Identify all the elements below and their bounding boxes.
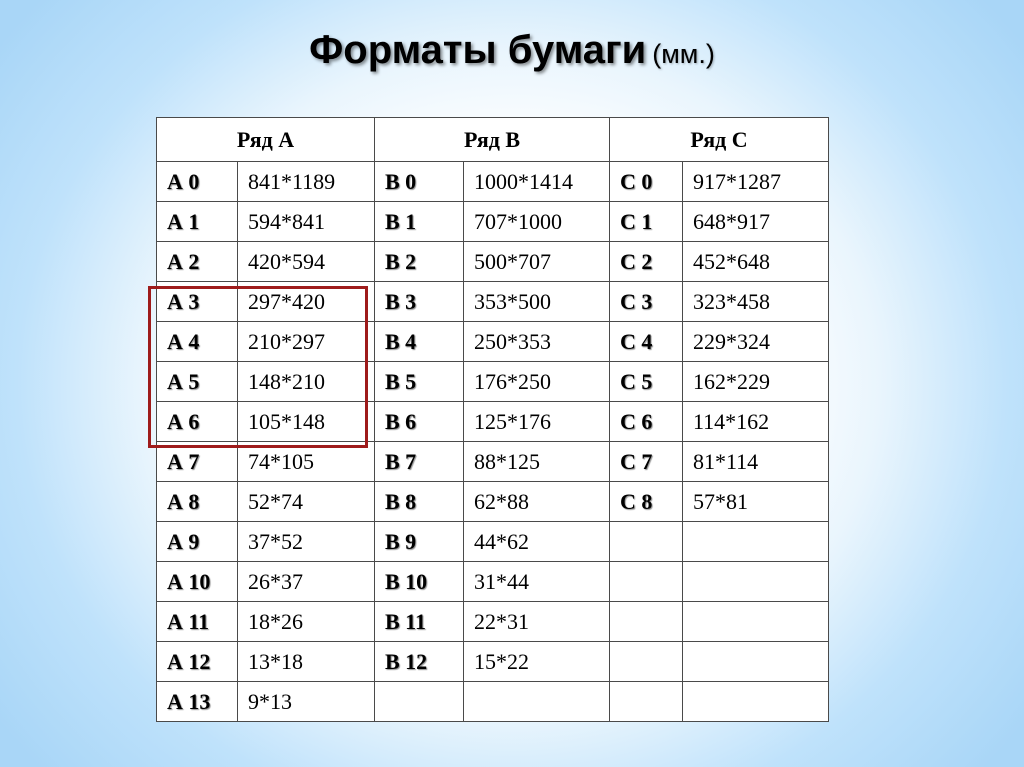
series-c-label: С 4 bbox=[610, 322, 683, 362]
series-a-label: А 3 bbox=[157, 282, 238, 322]
series-a-label: А 2 bbox=[157, 242, 238, 282]
series-c-label: С 6 bbox=[610, 402, 683, 442]
series-c-label bbox=[610, 562, 683, 602]
series-a-size: 37*52 bbox=[238, 522, 375, 562]
series-c-size: 917*1287 bbox=[683, 162, 829, 202]
series-b-size: 44*62 bbox=[464, 522, 610, 562]
series-c-size bbox=[683, 562, 829, 602]
series-b-size: 31*44 bbox=[464, 562, 610, 602]
series-b-size: 500*707 bbox=[464, 242, 610, 282]
table-row bbox=[157, 202, 829, 242]
series-b-label: В 12 bbox=[375, 642, 464, 682]
title-unit: (мм.) bbox=[652, 39, 715, 69]
series-a-size: 13*18 bbox=[238, 642, 375, 682]
series-c-label: С 3 bbox=[610, 282, 683, 322]
series-c-label: С 0 bbox=[610, 162, 683, 202]
series-c-size bbox=[683, 602, 829, 642]
series-a-size: 26*37 bbox=[238, 562, 375, 602]
series-b-label: В 9 bbox=[375, 522, 464, 562]
series-b-label: В 6 bbox=[375, 402, 464, 442]
series-b-size: 176*250 bbox=[464, 362, 610, 402]
series-c-size: 114*162 bbox=[683, 402, 829, 442]
series-a-label: А 7 bbox=[157, 442, 238, 482]
series-b-size: 62*88 bbox=[464, 482, 610, 522]
series-b-size: 15*22 bbox=[464, 642, 610, 682]
title-main: Форматы бумаги bbox=[309, 28, 647, 72]
series-c-label: С 7 bbox=[610, 442, 683, 482]
table-row bbox=[157, 362, 829, 402]
table-row bbox=[157, 682, 829, 722]
series-b-label: В 5 bbox=[375, 362, 464, 402]
header-series-b: Ряд В bbox=[375, 118, 610, 162]
series-b-label: В 10 bbox=[375, 562, 464, 602]
series-a-size: 9*13 bbox=[238, 682, 375, 722]
series-a-label: А 11 bbox=[157, 602, 238, 642]
series-a-size: 210*297 bbox=[238, 322, 375, 362]
series-c-size: 452*648 bbox=[683, 242, 829, 282]
series-a-label: А 8 bbox=[157, 482, 238, 522]
series-a-size: 18*26 bbox=[238, 602, 375, 642]
series-a-label: А 5 bbox=[157, 362, 238, 402]
series-a-size: 148*210 bbox=[238, 362, 375, 402]
series-c-label: С 8 bbox=[610, 482, 683, 522]
series-c-size: 162*229 bbox=[683, 362, 829, 402]
series-b-label: В 3 bbox=[375, 282, 464, 322]
table-row bbox=[157, 442, 829, 482]
series-a-label: А 1 bbox=[157, 202, 238, 242]
series-b-label: В 7 bbox=[375, 442, 464, 482]
series-a-label: А 10 bbox=[157, 562, 238, 602]
series-c-size: 648*917 bbox=[683, 202, 829, 242]
series-a-label: А 13 bbox=[157, 682, 238, 722]
series-b-label: В 0 bbox=[375, 162, 464, 202]
table-row bbox=[157, 322, 829, 362]
series-c-size bbox=[683, 642, 829, 682]
table-row bbox=[157, 642, 829, 682]
series-b-label: В 2 bbox=[375, 242, 464, 282]
series-c-size bbox=[683, 522, 829, 562]
series-b-size: 125*176 bbox=[464, 402, 610, 442]
table-header-row bbox=[157, 118, 829, 162]
series-c-label: С 2 bbox=[610, 242, 683, 282]
series-a-size: 841*1189 bbox=[238, 162, 375, 202]
series-b-size: 353*500 bbox=[464, 282, 610, 322]
series-a-label: А 0 bbox=[157, 162, 238, 202]
series-b-size bbox=[464, 682, 610, 722]
paper-formats-table bbox=[156, 117, 829, 722]
series-b-size: 707*1000 bbox=[464, 202, 610, 242]
series-b-label: В 11 bbox=[375, 602, 464, 642]
series-a-label: А 12 bbox=[157, 642, 238, 682]
series-b-size: 88*125 bbox=[464, 442, 610, 482]
series-b-label: В 4 bbox=[375, 322, 464, 362]
table-row bbox=[157, 602, 829, 642]
series-a-size: 52*74 bbox=[238, 482, 375, 522]
series-b-size: 1000*1414 bbox=[464, 162, 610, 202]
series-c-label bbox=[610, 642, 683, 682]
series-a-size: 74*105 bbox=[238, 442, 375, 482]
table-row bbox=[157, 402, 829, 442]
series-a-label: А 6 bbox=[157, 402, 238, 442]
table-row bbox=[157, 522, 829, 562]
table-row bbox=[157, 242, 829, 282]
series-a-size: 420*594 bbox=[238, 242, 375, 282]
series-a-size: 594*841 bbox=[238, 202, 375, 242]
table-row bbox=[157, 482, 829, 522]
series-c-label bbox=[610, 602, 683, 642]
series-b-size: 22*31 bbox=[464, 602, 610, 642]
table-body bbox=[157, 162, 829, 722]
header-series-c: Ряд С bbox=[610, 118, 829, 162]
series-a-size: 105*148 bbox=[238, 402, 375, 442]
series-b-size: 250*353 bbox=[464, 322, 610, 362]
series-c-size: 229*324 bbox=[683, 322, 829, 362]
series-a-label: А 9 bbox=[157, 522, 238, 562]
series-b-label: В 1 bbox=[375, 202, 464, 242]
series-c-label bbox=[610, 522, 683, 562]
series-c-size: 57*81 bbox=[683, 482, 829, 522]
table-row bbox=[157, 282, 829, 322]
table-row bbox=[157, 562, 829, 602]
header-series-a: Ряд А bbox=[157, 118, 375, 162]
series-a-label: А 4 bbox=[157, 322, 238, 362]
table-row bbox=[157, 162, 829, 202]
series-a-size: 297*420 bbox=[238, 282, 375, 322]
series-c-label: С 1 bbox=[610, 202, 683, 242]
series-b-label: В 8 bbox=[375, 482, 464, 522]
page-title bbox=[0, 28, 1024, 73]
series-b-label bbox=[375, 682, 464, 722]
series-c-size: 323*458 bbox=[683, 282, 829, 322]
series-c-size: 81*114 bbox=[683, 442, 829, 482]
series-c-label: С 5 bbox=[610, 362, 683, 402]
series-c-size bbox=[683, 682, 829, 722]
series-c-label bbox=[610, 682, 683, 722]
